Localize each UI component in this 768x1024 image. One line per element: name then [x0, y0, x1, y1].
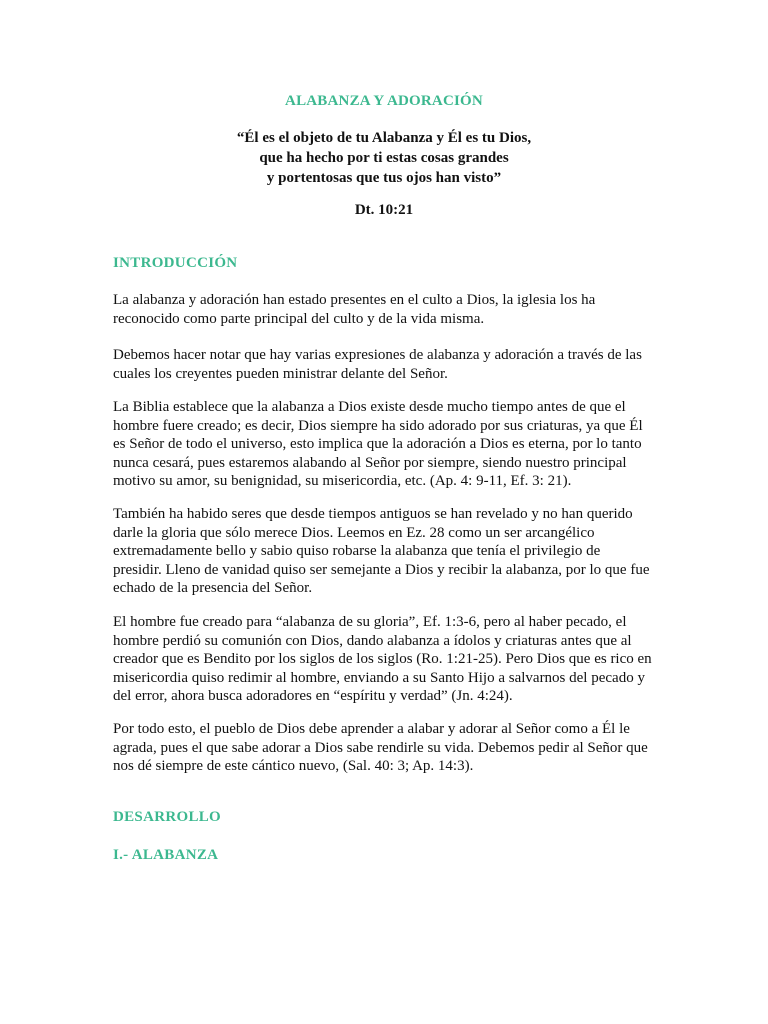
- paragraph-line: nos dé siempre de este cántico nuevo, (Sal. 40: 3; Ap. 14:3).: [113, 758, 474, 774]
- paragraph-line: creador que es Bendito por los siglos de los siglos (Ro. 1:21-25). Pero Dios que es rico en: [113, 651, 652, 667]
- paragraph-line: agrada, pues el que sabe adorar a Dios sabe rendirle su vida. Debemos pedir al Señor que: [113, 739, 648, 756]
- paragraph-line: hombre perdió su comunión con Dios, dando alabanza a ídolos y criaturas antes que al: [113, 632, 632, 649]
- document-title: ALABANZA Y ADORACIÓN: [285, 93, 483, 109]
- paragraph-line: es Señor de todo el universo, esto implica que la adoración a Dios es eterna, por lo tanto: [113, 436, 642, 452]
- paragraph-line: La Biblia establece que la alabanza a Dios existe desde mucho tiempo antes de que el: [113, 399, 626, 415]
- paragraph-line: motivo su amor, su benignidad, su misericordia, etc. (Ap. 4: 9-11, Ef. 3: 21).: [113, 473, 572, 489]
- quote-line: y portentosas que tus ojos han visto”: [266, 170, 502, 186]
- heading-desarrollo: DESARROLLO: [113, 809, 222, 825]
- paragraph-line: reconocido como parte principal del culto y de la vida misma.: [113, 310, 485, 327]
- heading-introduccion: INTRODUCCIÓN: [113, 255, 238, 271]
- paragraph-line: del error, ahora busca adoradores en “espíritu y verdad” (Jn. 4:24).: [113, 688, 513, 704]
- paragraph: [113, 505, 658, 598]
- paragraph-line: El hombre fue creado para “alabanza de su gloria”, Ef. 1:3-6, pero al haber pecado, el: [113, 614, 627, 630]
- paragraph: [113, 291, 658, 328]
- paragraph-line: cuales los creyentes pueden ministrar delante del Señor.: [113, 365, 448, 382]
- quote-reference: Dt. 10:21: [354, 202, 414, 218]
- paragraph-line: echado de la presencia del Señor.: [113, 580, 313, 596]
- paragraph-line: Por todo esto, el pueblo de Dios debe aprender a alabar y adorar al Señor como a Él le: [113, 721, 630, 737]
- quote-line: que ha hecho por ti estas cosas grandes: [259, 150, 509, 166]
- paragraph: [113, 613, 658, 706]
- quote-line: “Él es el objeto de tu Alabanza y Él es tu Dios,: [236, 130, 532, 146]
- paragraph-line: presidir. Lleno de vanidad quiso ser semejante a Dios y recibir la alabanza, por lo que fue: [113, 561, 650, 578]
- paragraph-line: extremadamente bello y sabio quiso robarse la alabanza que tenía el privilegio de: [113, 543, 601, 559]
- paragraph-line: La alabanza y adoración han estado presentes en el culto a Dios, la iglesia los ha: [113, 292, 596, 308]
- paragraph-line: darle la gloria que sólo merece Dios. Leemos en Ez. 28 como un ser arcangélico: [113, 524, 595, 541]
- paragraph-line: Debemos hacer notar que hay varias expresiones de alabanza y adoración a través de las: [113, 347, 642, 363]
- paragraph-line: También ha habido seres que desde tiempos antiguos se han revelado y no han querido: [113, 506, 633, 522]
- paragraph-line: nunca cesará, pues estaremos alabando al Señor por siempre, siendo nuestro principal: [113, 454, 627, 471]
- heading-alabanza: I.- ALABANZA: [113, 847, 219, 863]
- paragraph: [113, 720, 658, 776]
- paragraph-line: misericordia quiso redimir al hombre, enviando a su Santo Hijo a salvarnos del pecado y: [113, 669, 645, 686]
- paragraph: [113, 346, 658, 383]
- epigraph-quote: [0, 128, 768, 188]
- paragraph-line: hombre fuere creado; es decir, Dios siempre ha sido adorado por sus criaturas, ya que Él: [113, 417, 643, 434]
- paragraph: [113, 398, 658, 491]
